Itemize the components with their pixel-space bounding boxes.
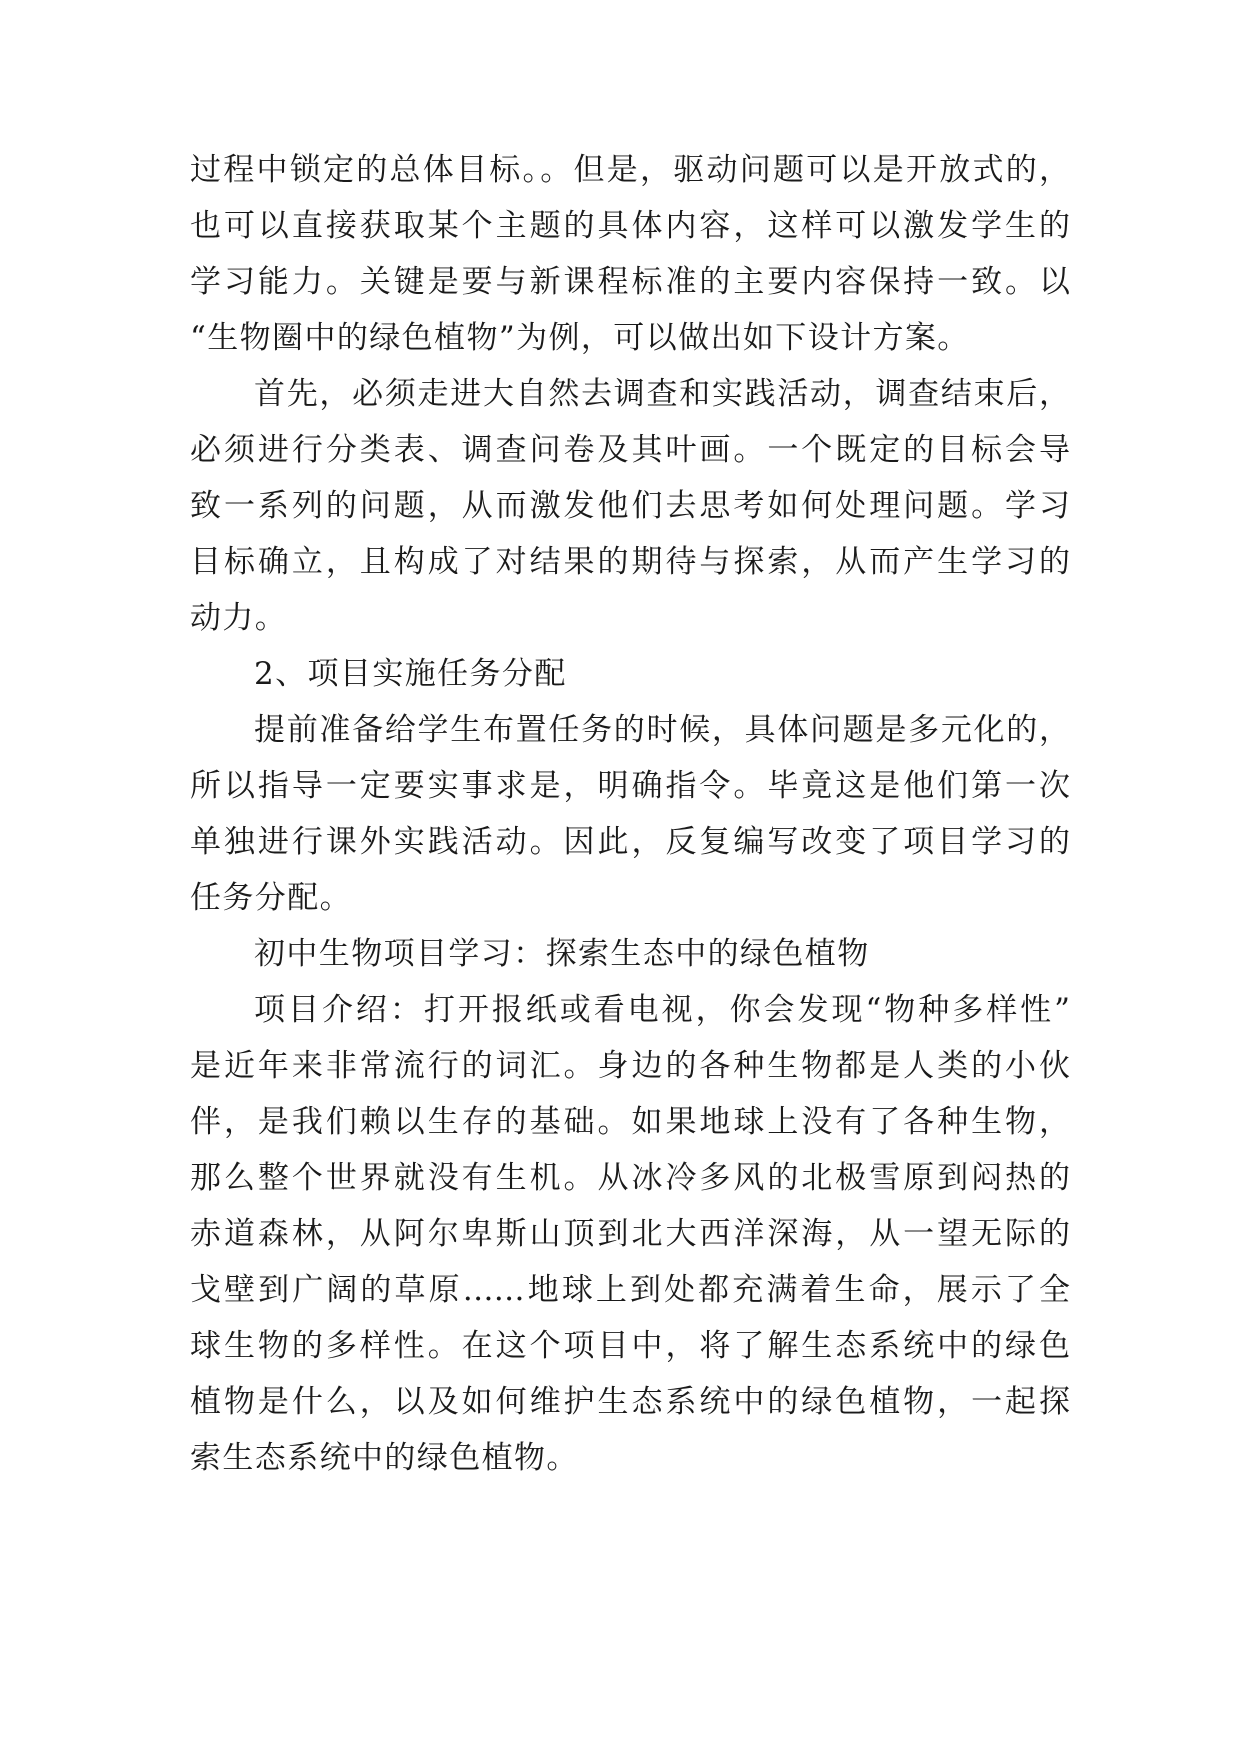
- text-line: 动力。: [190, 600, 288, 636]
- text-line: 是近年来非常流行的词汇。身边的各种生物都是人类的小伙: [190, 1048, 1070, 1084]
- text-line: 赤道森林，从阿尔卑斯山顶到北大西洋深海，从一望无际的: [190, 1216, 1070, 1252]
- text-line: 索生态系统中的绿色植物。: [190, 1440, 579, 1476]
- text-line: 致一系列的问题，从而激发他们去思考如何处理问题。学习: [190, 488, 1070, 524]
- text-line: 目标确立，且构成了对结果的期待与探索，从而产生学习的: [190, 544, 1070, 580]
- section-heading: 2、项目实施任务分配: [254, 656, 567, 692]
- text-line: 所以指导一定要实事求是，明确指令。毕竟这是他们第一次: [190, 768, 1070, 804]
- text-line: 球生物的多样性。在这个项目中，将了解生态系统中的绿色: [190, 1328, 1070, 1364]
- subtitle: 初中生物项目学习：探索生态中的绿色植物: [254, 936, 870, 972]
- text-line: “生物圈中的绿色植物”为例，可以做出如下设计方案。: [190, 320, 970, 356]
- text-line: 单独进行课外实践活动。因此，反复编写改变了项目学习的: [190, 824, 1070, 860]
- text-line: 那么整个世界就没有生机。从冰冷多风的北极雪原到闷热的: [190, 1160, 1070, 1196]
- text-line: 学习能力。关键是要与新课程标准的主要内容保持一致。以: [190, 264, 1070, 300]
- text-line: 过程中锁定的总体目标。。但是，驱动问题可以是开放式的，: [190, 152, 1070, 188]
- text-line: 也可以直接获取某个主题的具体内容，这样可以激发学生的: [190, 208, 1070, 244]
- paragraph-first-line: 项目介绍：打开报纸或看电视，你会发现“物种多样性”: [254, 992, 1070, 1028]
- text-line: 必须进行分类表、调查问卷及其叶画。一个既定的目标会导: [190, 432, 1070, 468]
- text-line: 戈壁到广阔的草原……地球上到处都充满着生命，展示了全: [190, 1272, 1070, 1308]
- paragraph-first-line: 提前准备给学生布置任务的时候，具体问题是多元化的，: [254, 712, 1070, 748]
- paragraph-first-line: 首先，必须走进大自然去调查和实践活动，调查结束后，: [254, 376, 1070, 412]
- text-line: 任务分配。: [190, 880, 352, 916]
- text-line: 伴，是我们赖以生存的基础。如果地球上没有了各种生物，: [190, 1104, 1070, 1140]
- text-line: 植物是什么，以及如何维护生态系统中的绿色植物，一起探: [190, 1384, 1070, 1420]
